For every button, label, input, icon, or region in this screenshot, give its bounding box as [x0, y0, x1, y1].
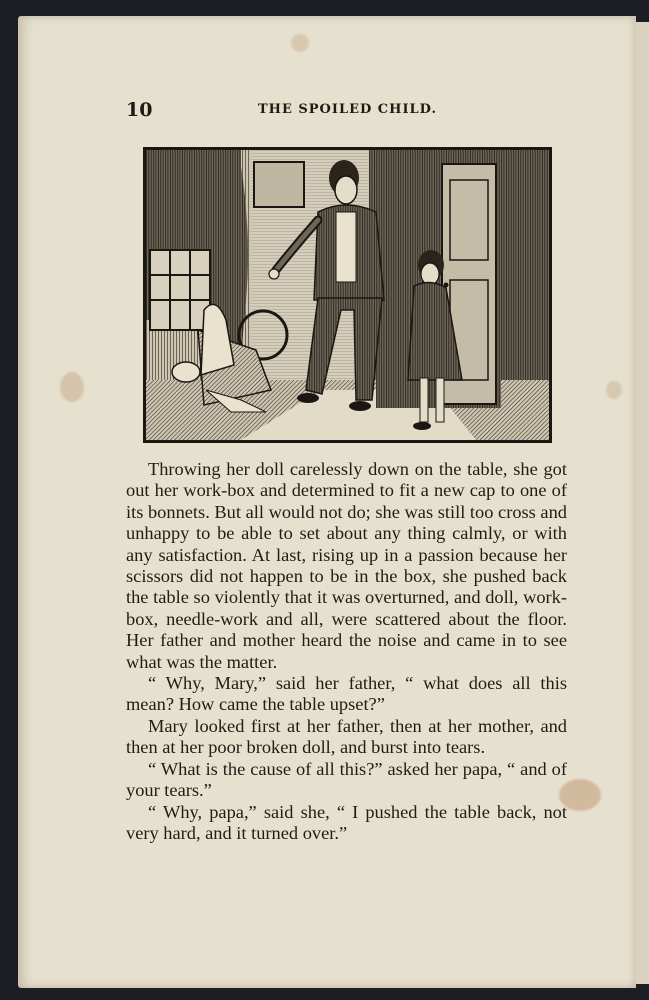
paragraph: “ Why, papa,” said she, “ I pushed the table back, not very hard, and it turned over.”: [126, 801, 567, 843]
foxing-stain: [291, 34, 309, 52]
engraving-svg: [146, 150, 549, 440]
foxing-stain: [606, 381, 622, 399]
paragraph: Mary looked first at her father, then at her mother, and then at her poor broken doll, and burst into tears.: [126, 715, 567, 758]
paragraph: “ Why, Mary,” said her father, “ what does all this mean? How came the table upset?”: [126, 673, 567, 715]
foxing-stain: [60, 372, 84, 402]
body-text: [126, 459, 567, 844]
engraving-illustration: [143, 147, 552, 443]
next-page-edge: [636, 22, 649, 984]
paragraph: Throwing her doll carelessly down on the table, she got out her work-box and determined to fit a new cap to one of its bonnets. But all would not do; she was still too cross and unhappy to be able to set about any thing calmly, or with any satisfaction. At last, rising up in a passion because her scissors did not happen to be in the box, she pushed back the table so violently that it was overturned, and doll, work-box, needle-work and all, were scattered about the floor. Her father and mother heard the noise and came in to see what was the matter.: [126, 459, 567, 672]
running-head: THE SPOILED CHILD.: [258, 102, 437, 117]
paragraph: “ What is the cause of all this?” asked her papa, “ and of your tears.”: [126, 758, 567, 801]
page-number: 10: [126, 99, 153, 121]
